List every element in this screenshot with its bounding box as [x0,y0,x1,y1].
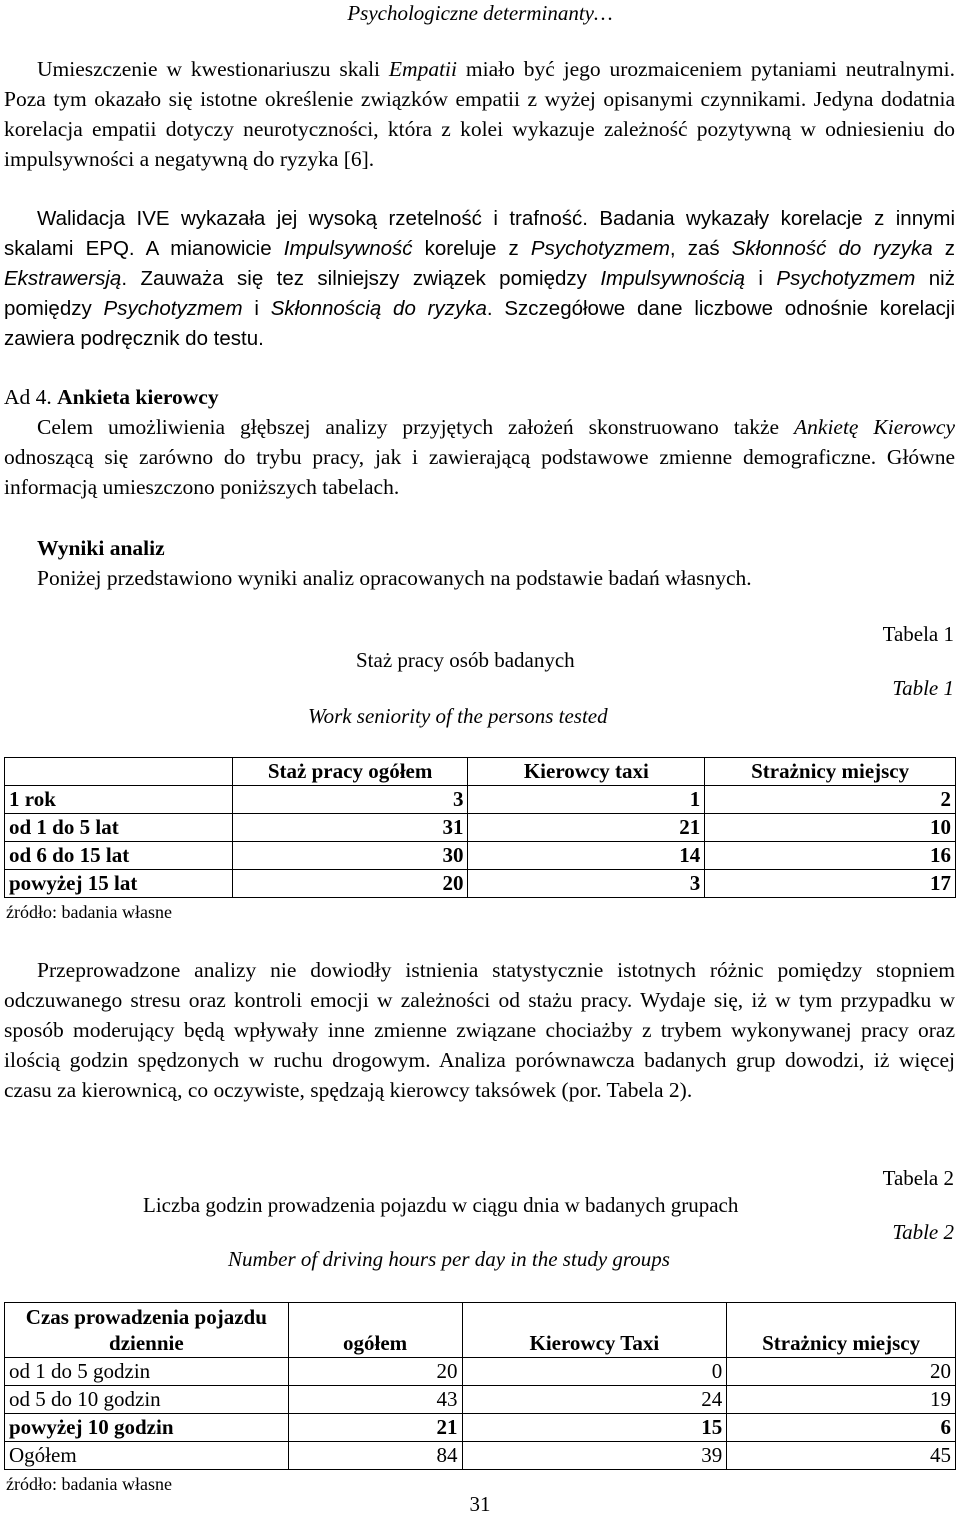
table-cell: 24 [462,1386,727,1414]
table-row [5,870,956,898]
table-cell: 17 [705,870,956,898]
table-cell: 31 [232,814,468,842]
section-heading-ad4: Ad 4. Ankieta kierowcy [4,385,219,409]
table-cell: 2 [705,786,956,814]
table-header-cell [5,758,233,786]
table1-source: źródło: badania własne [6,902,172,922]
table-cell: 16 [705,842,956,870]
table-row [5,1442,956,1470]
table-cell: 19 [727,1386,956,1414]
table-cell: od 5 do 10 godzin [5,1386,289,1414]
table-row [5,814,956,842]
table-cell: 0 [462,1358,727,1386]
table-cell: 6 [727,1414,956,1442]
table-cell: 3 [468,870,705,898]
paragraph-questionnaire: Celem umożliwienia głębszej analizy przyjętych założeń skonstruowano także Ankietę Kierowcy odnoszącą się zarówno do trybu pracy, jak i zawierającą podstawowe zmienne demograficzne. Główne informacją umieszczono poniższych tabelach. [4,415,956,499]
table1 [4,757,956,898]
table1-label: Tabela 1 [882,622,954,646]
table1-label-en: Table 1 [892,676,954,700]
table-cell: powyżej 15 lat [5,870,233,898]
table-cell: 20 [232,870,468,898]
table2 [4,1302,956,1470]
table-cell: 84 [288,1442,462,1470]
table-cell: 20 [727,1358,956,1386]
table2-caption-en: Number of driving hours per day in the study groups [228,1247,670,1271]
table-header-cell: Kierowcy Taxi [462,1303,727,1358]
table-header-cell: Staż pracy ogółem [232,758,468,786]
table-header-row [5,1303,956,1358]
table-row [5,786,956,814]
table2-caption: Liczba godzin prowadzenia pojazdu w ciągu dnia w badanych grupach [143,1193,739,1217]
table-cell: 14 [468,842,705,870]
table-cell: 1 rok [5,786,233,814]
table-row [5,1358,956,1386]
table-cell: 30 [232,842,468,870]
page-number: 31 [469,1492,491,1516]
results-heading: Wyniki analiz [37,536,165,560]
table-cell: 21 [288,1414,462,1442]
table-row [5,1386,956,1414]
table-cell: 10 [705,814,956,842]
table2-label: Tabela 2 [882,1166,954,1190]
table-cell: od 6 do 15 lat [5,842,233,870]
paragraph-validation: Walidacja IVE wykazała jej wysoką rzetelność i trafność. Badania wykazały korelacje z innymi skalami EPQ. A mianowicie Impulsywność koreluje z Psychotyzmem, zaś Skłonność do ryzyka z Ekstrawersją. Zauważa się tez silniejszy związek pomiędzy Impulsywnością i Psychotyzmem niż pomiędzy Psychotyzmem i Skłonnością do ryzyka. Szczegółowe dane liczbowe odnośnie korelacji zawiera podręcznik do testu. [4,207,955,350]
table-cell: 3 [232,786,468,814]
table-row [5,842,956,870]
paragraph-empathy: Umieszczenie w kwestionariuszu skali Empatii miało być jego urozmaiceniem pytaniami neutralnymi. Poza tym okazało się istotne określenie związków empatii z wyżej opisanymi czynnikami. Jedyna dodatnia korelacja empatii dotyczy neurotyczności, która z kolei wykazuje zależność pozytywną w odniesieniu do impulsywności a negatywną do ryzyka [6]. [4,57,956,171]
results-intro: Poniżej przedstawiono wyniki analiz opracowanych na podstawie badań własnych. [37,566,752,590]
table-row [5,1414,956,1442]
table-cell: Ogółem [5,1442,289,1470]
table-cell: 39 [462,1442,727,1470]
table-header-cell: Strażnicy miejscy [727,1303,956,1358]
table-header-cell: Czas prowadzenia pojazdu dziennie [5,1303,289,1358]
table-header-cell: ogółem [288,1303,462,1358]
table1-caption: Staż pracy osób badanych [356,648,575,672]
table2-source: źródło: badania własne [6,1474,172,1494]
table-cell: 45 [727,1442,956,1470]
paragraph-analysis: Przeprowadzone analizy nie dowiodły istnienia statystycznie istotnych różnic pomiędzy stopniem odczuwanego stresu oraz kontroli emocji w zależności od stażu pracy. Wydaje się, iż w tym przypadku w sposób moderujący będą wpływały inne zmienne związane chociażby z trybem wykonywanej pracy oraz ilością godzin spędzonych w ruchu drogowym. Analiza porównawcza badanych grup dowodzi, iż więcej czasu za kierownicą, co oczywiste, spędzają kierowcy taksówek (por. Tabela 2). [4,958,955,1102]
table-cell: od 1 do 5 lat [5,814,233,842]
table1-caption-en: Work seniority of the persons tested [308,704,608,728]
table-cell: 21 [468,814,705,842]
table-cell: 15 [462,1414,727,1442]
running-header: Psychologiczne determinanty… [347,1,613,25]
table-cell: 20 [288,1358,462,1386]
table-cell: 43 [288,1386,462,1414]
table-header-cell: Kierowcy taxi [468,758,705,786]
table-header-cell: Strażnicy miejscy [705,758,956,786]
table-header-row [5,758,956,786]
table2-label-en: Table 2 [892,1220,954,1244]
table-cell: od 1 do 5 godzin [5,1358,289,1386]
table-cell: powyżej 10 godzin [5,1414,289,1442]
table-cell: 1 [468,786,705,814]
